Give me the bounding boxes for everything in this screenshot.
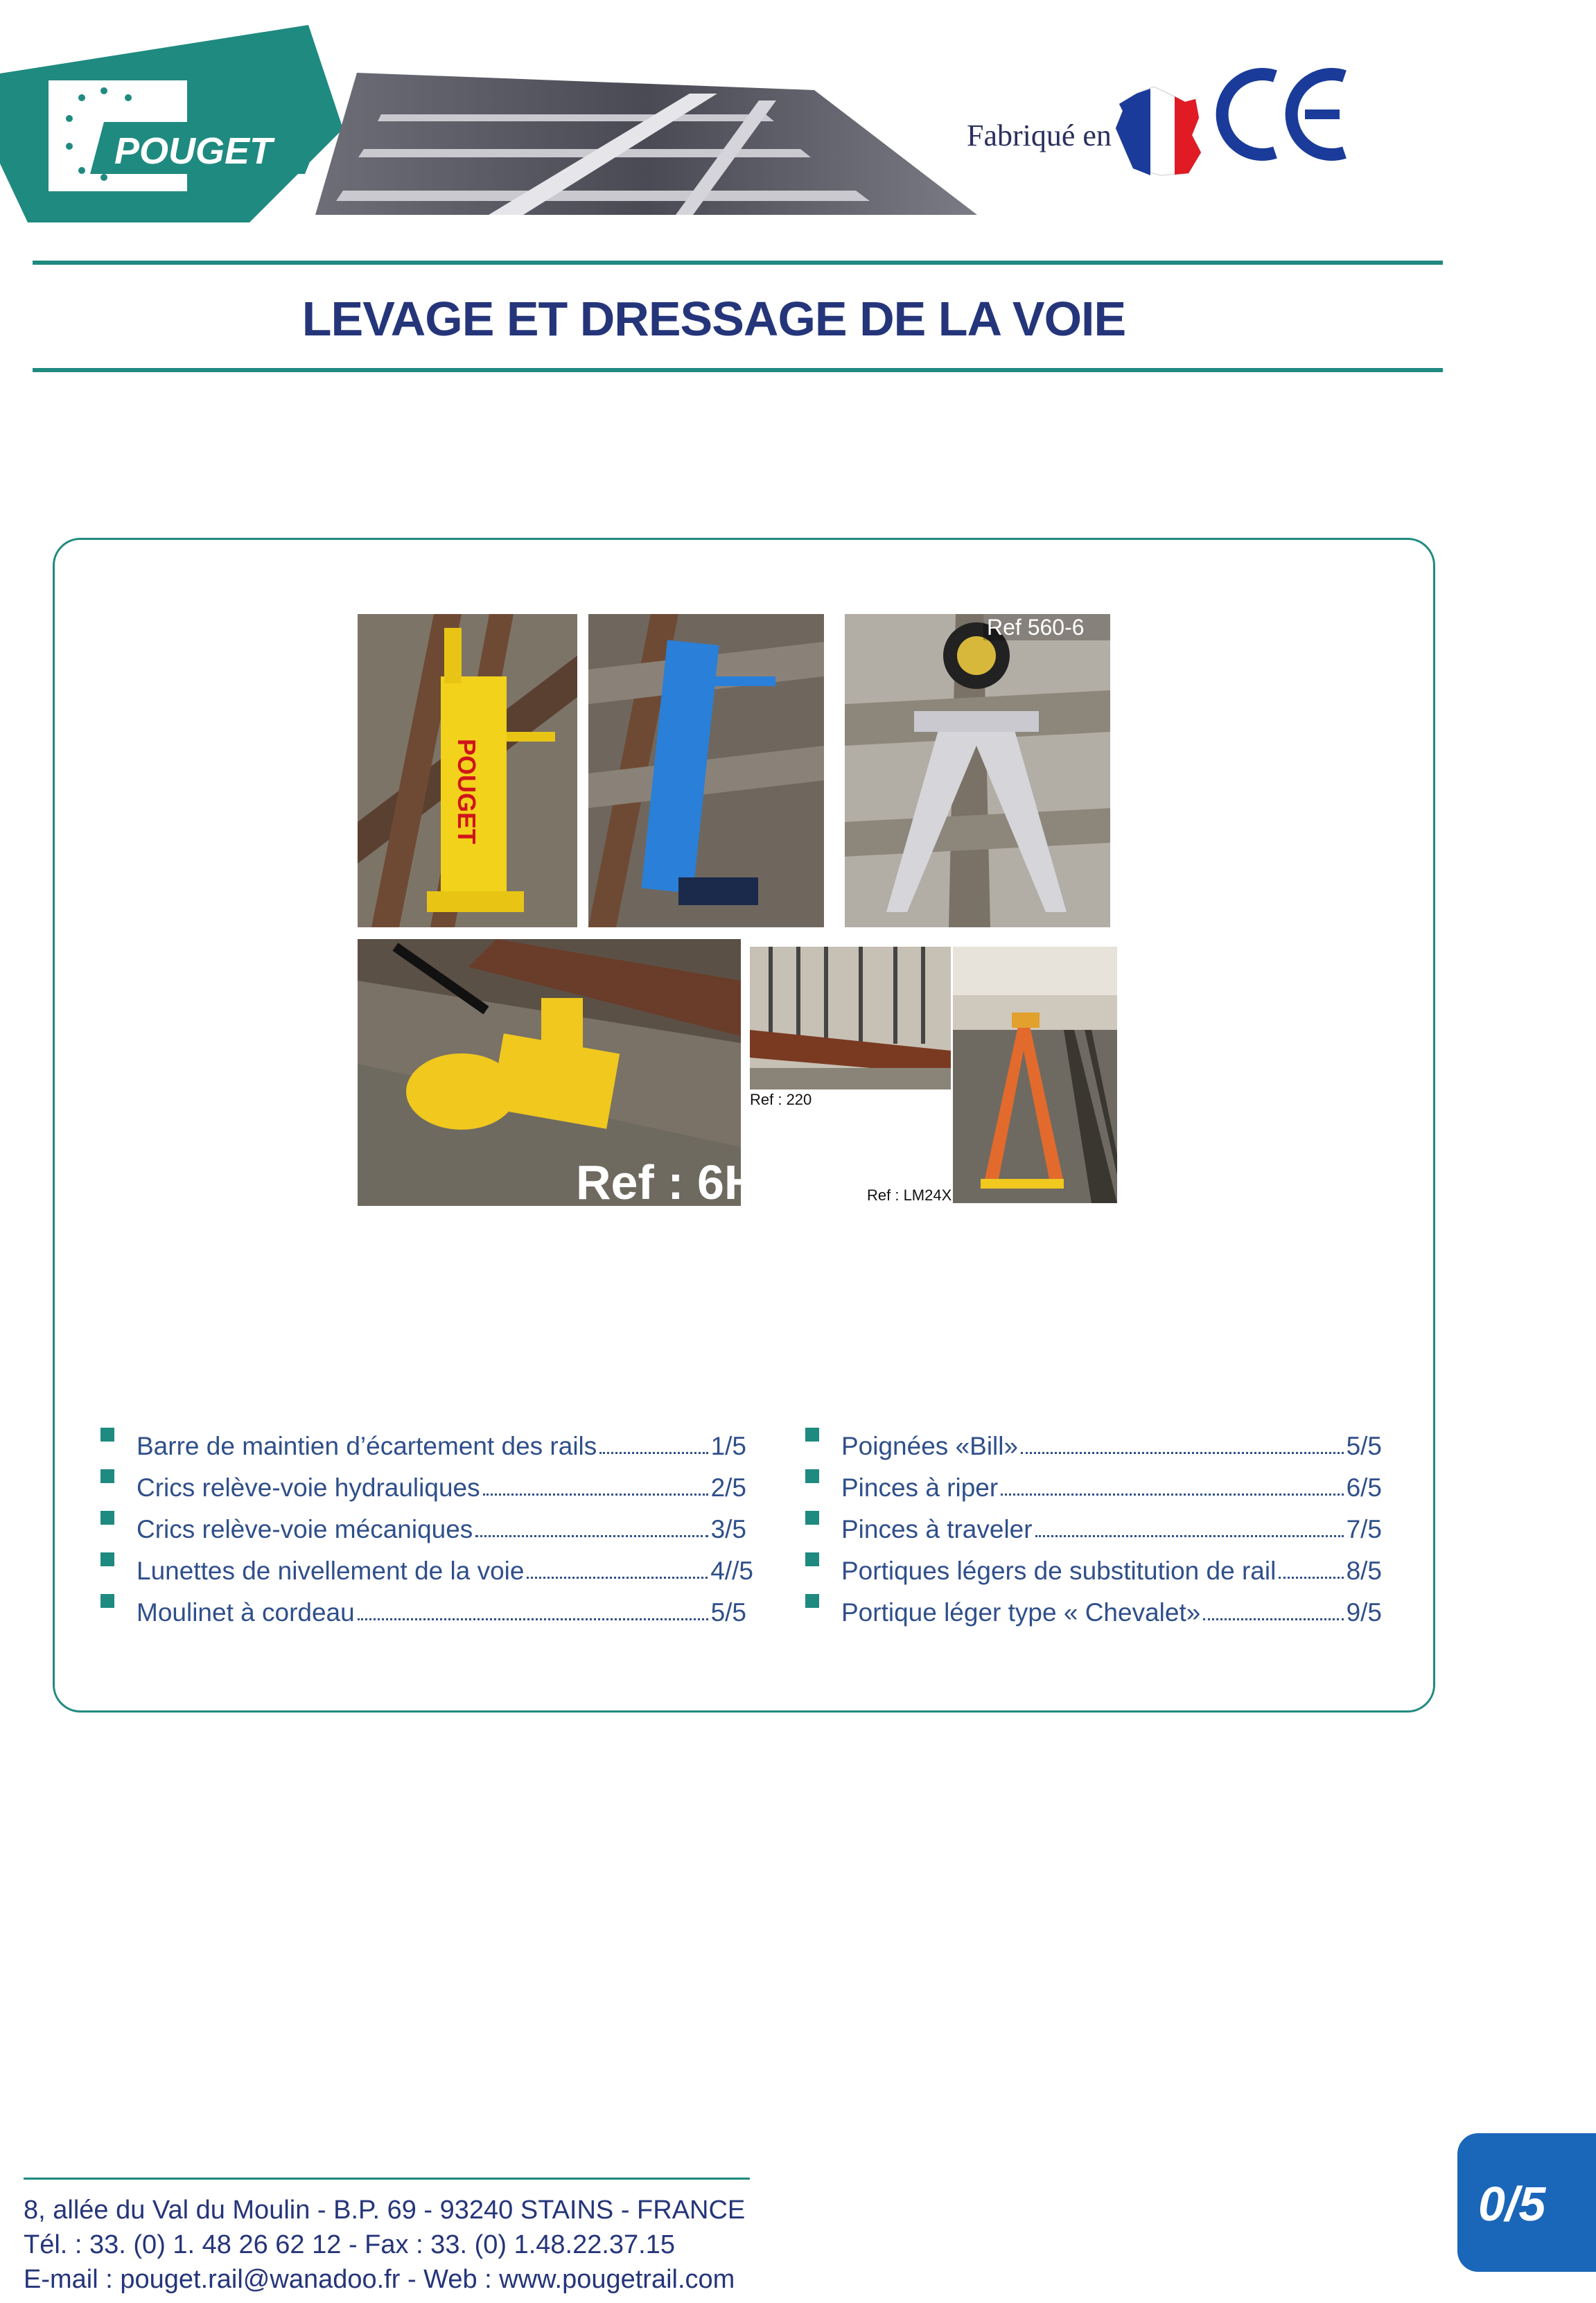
rail-track-banner <box>315 73 977 215</box>
toc-bullet <box>805 1511 819 1525</box>
toc-bullet <box>100 1428 114 1442</box>
footer-phone: Tél. : 33. (0) 1. 48 26 62 12 - Fax : 33. (0) 1.48.22.37.15 <box>24 2230 675 2259</box>
toc-bullet <box>805 1594 819 1608</box>
page-title: LEVAGE ET DRESSAGE DE LA VOIE <box>301 292 1126 346</box>
photo-track-tripod <box>953 947 1117 1203</box>
footer-rule <box>24 2178 750 2180</box>
toc-item[interactable]: Barre de maintien d’écartement des rails 1/5 <box>137 1432 746 1460</box>
toc-item[interactable]: Pinces à traveler 7/5 <box>841 1515 1382 1543</box>
title-rule-bottom <box>33 368 1443 372</box>
photo-yellow-jack <box>358 614 577 927</box>
footer-address: 8, allée du Val du Moulin - B.P. 69 - 93240 STAINS - FRANCE <box>24 2196 746 2225</box>
logo-text: POUGET <box>114 130 273 172</box>
pouget-logo <box>0 25 347 226</box>
page-number-badge <box>1457 2133 1596 2272</box>
toc-item[interactable]: Crics relève-voie mécaniques 3/5 <box>137 1515 746 1543</box>
toc-item[interactable]: Portiques légers de substitution de rail 8/5 <box>841 1557 1382 1585</box>
svg-text:POUGET: POUGET <box>453 739 481 845</box>
toc-bullet <box>100 1594 114 1608</box>
toc-bullet <box>100 1469 114 1483</box>
ref-6h-label: Ref : 6H <box>576 1155 760 1209</box>
toc-bullet <box>805 1428 819 1442</box>
toc-item[interactable]: Pinces à riper 6/5 <box>841 1473 1382 1502</box>
footer-email: E-mail : pouget.rail@wanadoo.fr - Web : www.pougetrail.com <box>24 2265 735 2294</box>
ref-lm24x-label: Ref : LM24X <box>867 1186 952 1204</box>
photo-level-tripod <box>845 614 1110 927</box>
made-in-label: Fabriqué en <box>967 119 1112 152</box>
toc-bullet <box>805 1552 819 1566</box>
ref-220-label: Ref : 220 <box>750 1091 812 1108</box>
ref-560-label: Ref 560-6 <box>987 615 1085 640</box>
toc-item[interactable]: Poignées «Bill» 5/5 <box>841 1432 1382 1460</box>
page-number: 0/5 <box>1478 2177 1546 2231</box>
toc-item[interactable]: Moulinet à cordeau 5/5 <box>137 1598 746 1627</box>
title-rule-top <box>33 261 1443 265</box>
photo-measuring-rods <box>750 947 951 1089</box>
ce-mark <box>1216 66 1355 163</box>
toc-item[interactable]: Lunettes de nivellement de la voie 4//5 <box>137 1557 753 1585</box>
photo-blue-jack <box>588 614 824 927</box>
toc-item[interactable]: Crics relève-voie hydrauliques 2/5 <box>137 1473 746 1502</box>
toc-bullet <box>100 1552 114 1566</box>
toc-bullet <box>805 1469 819 1483</box>
photo-hydraulic-jack <box>358 939 760 1209</box>
toc-bullet <box>100 1511 114 1525</box>
toc-item[interactable]: Portique léger type « Chevalet» 9/5 <box>841 1598 1382 1627</box>
france-flag-map <box>1112 87 1213 177</box>
